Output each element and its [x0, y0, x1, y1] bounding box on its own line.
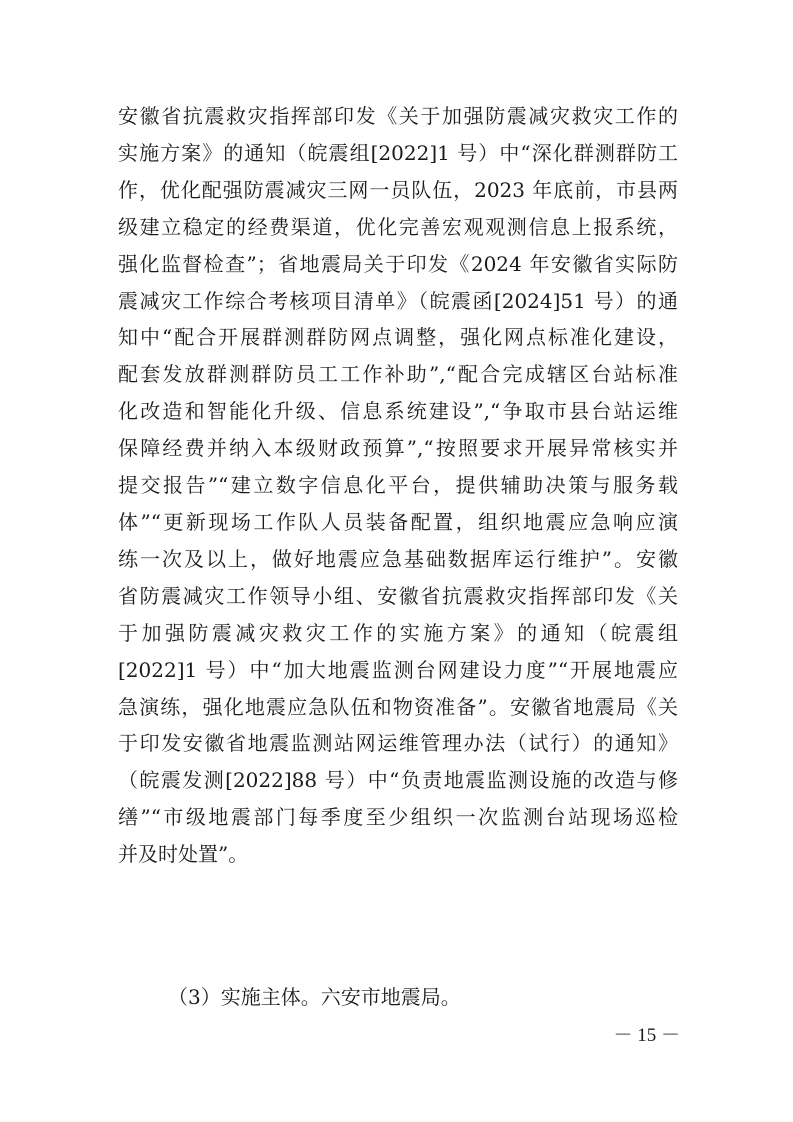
text-line: 实施方案》的通知（皖震组[2022]1 号）中“深化群测群防工 — [118, 140, 678, 165]
text-line: 化改造和智能化升级、信息系统建设”,“争取市县台站运维 — [118, 399, 678, 424]
text-line: 省防震减灾工作领导小组、安徽省抗震救灾指挥部印发《关 — [118, 583, 678, 608]
text-line: 缮”“市级地震部门每季度至少组织一次监测台站现场巡检 — [118, 805, 678, 830]
text-line: 于加强防震减灾救灾工作的实施方案》的通知（皖震组 — [118, 620, 678, 645]
text-line: 配套发放群测群防员工工作补助”,“配合完成辖区台站标准 — [118, 362, 678, 387]
text-line: 提交报告”“建立数字信息化平台，提供辅助决策与服务载 — [118, 473, 678, 498]
text-line: 练一次及以上，做好地震应急基础数据库运行维护”。安徽 — [118, 546, 678, 571]
text-line: 作，优化配强防震减灾三网一员队伍，2023 年底前，市县两 — [118, 177, 678, 202]
text-line: 体”“更新现场工作队人员装备配置，组织地震应急响应演 — [118, 509, 678, 534]
text-line: 于印发安徽省地震监测站网运维管理办法（试行）的通知》 — [118, 731, 678, 756]
text-line: 知中“配合开展群测群防网点调整，强化网点标准化建设， — [118, 325, 678, 350]
text-line: [2022]1 号）中“加大地震监测台网建设力度”“开展地震应 — [118, 657, 678, 682]
page-number: － 15 － — [613, 1025, 680, 1046]
text-line: 强化监督检查”；省地震局关于印发《2024 年安徽省实际防 — [118, 251, 678, 276]
text-line: 级建立稳定的经费渠道，优化完善宏观观测信息上报系统， — [118, 214, 678, 239]
body-paragraph — [118, 98, 678, 873]
implementation-subject-paragraph: （3）实施主体。六安市地震局。 — [168, 985, 461, 1009]
text-line: 震减灾工作综合考核项目清单》（皖震函[2024]51 号）的通 — [118, 288, 678, 313]
text-line: 安徽省抗震救灾指挥部印发《关于加强防震减灾救灾工作的 — [118, 104, 678, 128]
text-line: （皖震发测[2022]88 号）中“负责地震监测设施的改造与修 — [118, 768, 678, 793]
text-line: 并及时处置”。 — [118, 842, 249, 867]
text-line: 保障经费并纳入本级财政预算”,“按照要求开展异常核实并 — [118, 436, 678, 461]
text-line: 急演练，强化地震应急队伍和物资准备”。安徽省地震局《关 — [118, 694, 678, 719]
